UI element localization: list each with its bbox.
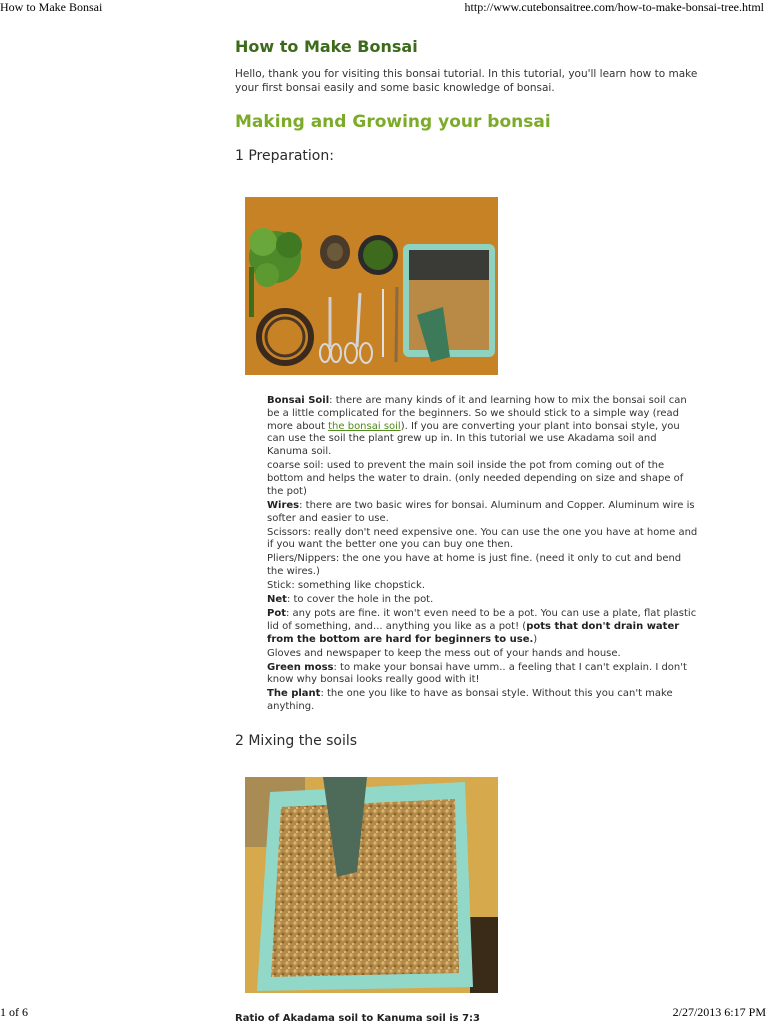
step-1-heading: 1 Preparation: (235, 148, 334, 164)
list-item: Bonsai Soil: there are many kinds of it and learning how to mix the bonsai soil can be a little complicated for the beginners. So we should stick to a simple way (read more about the bonsai soil). If you are converting your plant into bonsai style, you can use the soil the plant grew up in. In this tutorial we use Akadama soil and Kanuma soil. (267, 395, 687, 458)
article-content (235, 36, 700, 164)
supplies-list (267, 395, 699, 715)
list-item: Scissors: really don't need expensive one. You can use the one you have at home and if you want the better one you can buy one then. (267, 526, 698, 551)
step-2-heading: 2 Mixing the soils (235, 733, 358, 749)
page-title: How to Make Bonsai (235, 37, 418, 56)
print-datetime: 2/27/2013 6:17 PM (672, 1005, 766, 1019)
list-item: Pot: any pots are fine. it won't even need to be a pot. You can use a plate, flat plastic lid of something, and... anything you like as a pot! (pots that don't drain water from the bottom are hard for beginners to use.) (267, 608, 697, 645)
print-header (0, 0, 768, 16)
list-item: Stick: something like chopstick. (267, 580, 426, 592)
print-url: http://www.cutebonsaitree.com/how-to-make-bonsai-tree.html (464, 0, 764, 14)
intro-paragraph: Hello, thank you for visiting this bonsai tutorial. In this tutorial, you'll learn how to make your first bonsai easily and some basic knowledge of bonsai. (235, 68, 698, 94)
list-item: The plant: the one you like to have as bonsai style. Without this you can't make anything. (267, 688, 673, 713)
tools-photo (245, 197, 498, 375)
photo-caption: Ratio of Akadama soil to Kanuma soil is 7:3 (235, 1013, 481, 1024)
bonsai-soil-link[interactable]: the bonsai soil (328, 420, 401, 432)
section-heading: Making and Growing your bonsai (235, 112, 551, 132)
list-item: Green moss: to make your bonsai have umm.. a feeling that I can't explain. I don't know why bonsai looks really good with it! (267, 661, 687, 686)
list-item: Gloves and newspaper to keep the mess out of your hands and house. (267, 647, 621, 659)
list-item: coarse soil: used to prevent the main soil inside the pot from coming out of the bottom and helps the water to drain. (only needed depending on size and shape of the pot) (267, 460, 684, 497)
mixing-soil-photo (245, 777, 498, 993)
list-item: Wires: there are two basic wires for bonsai. Aluminum and Copper. Aluminum wire is softer and easier to use. (267, 499, 695, 524)
list-item: Pliers/Nippers: the one you have at home is just fine. (need it only to cut and bend the wires.) (267, 553, 682, 578)
list-item: Net: to cover the hole in the pot. (267, 594, 434, 606)
page-number: 1 of 6 (0, 1005, 28, 1019)
print-title: How to Make Bonsai (0, 0, 103, 14)
